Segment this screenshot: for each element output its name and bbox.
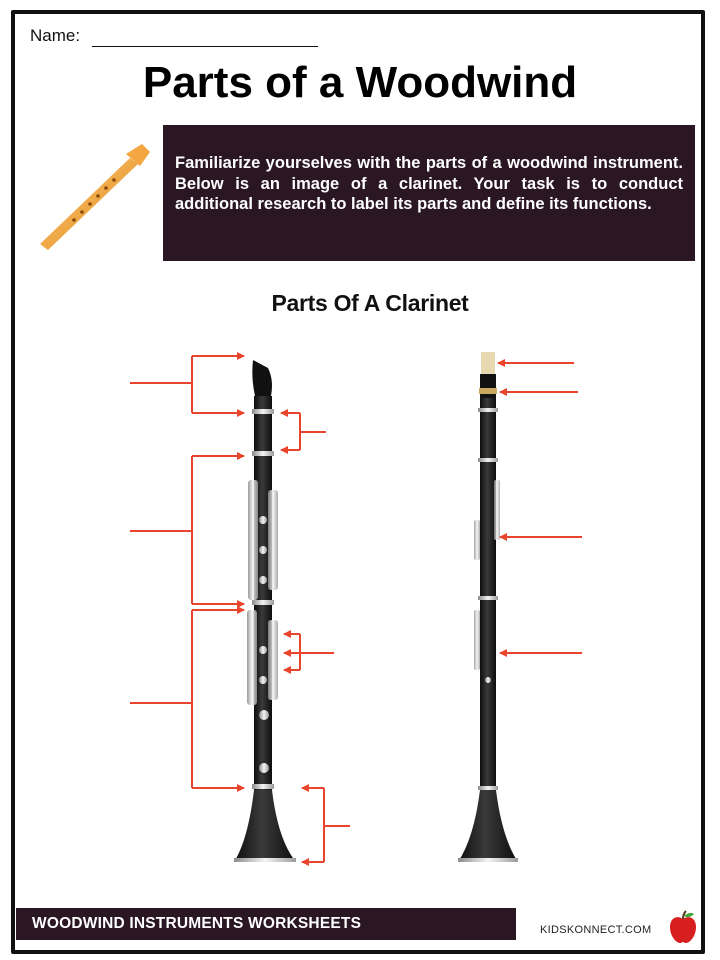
footer-banner: [16, 908, 516, 940]
apple-logo-icon: [668, 910, 698, 944]
diagram-title: Parts Of A Clarinet: [271, 290, 469, 316]
label-pointers-middle: [281, 413, 350, 862]
page-title: Parts of a Woodwind: [142, 58, 578, 107]
name-label: Name:: [30, 26, 81, 45]
footer-title: WOODWIND INSTRUMENTS WORKSHEETS: [32, 915, 362, 932]
instructions-text: Familiarize yourselves with the parts of a woodwind instrument. Below is an image of a clarinet. Your task is to conduct additional research to label its parts and define its functions.: [175, 154, 683, 214]
label-pointers-right: [498, 363, 582, 653]
label-pointers-left: [130, 356, 244, 788]
clarinet-right: [458, 352, 518, 862]
brand-name[interactable]: KIDSKONNECT.COM: [540, 924, 652, 936]
